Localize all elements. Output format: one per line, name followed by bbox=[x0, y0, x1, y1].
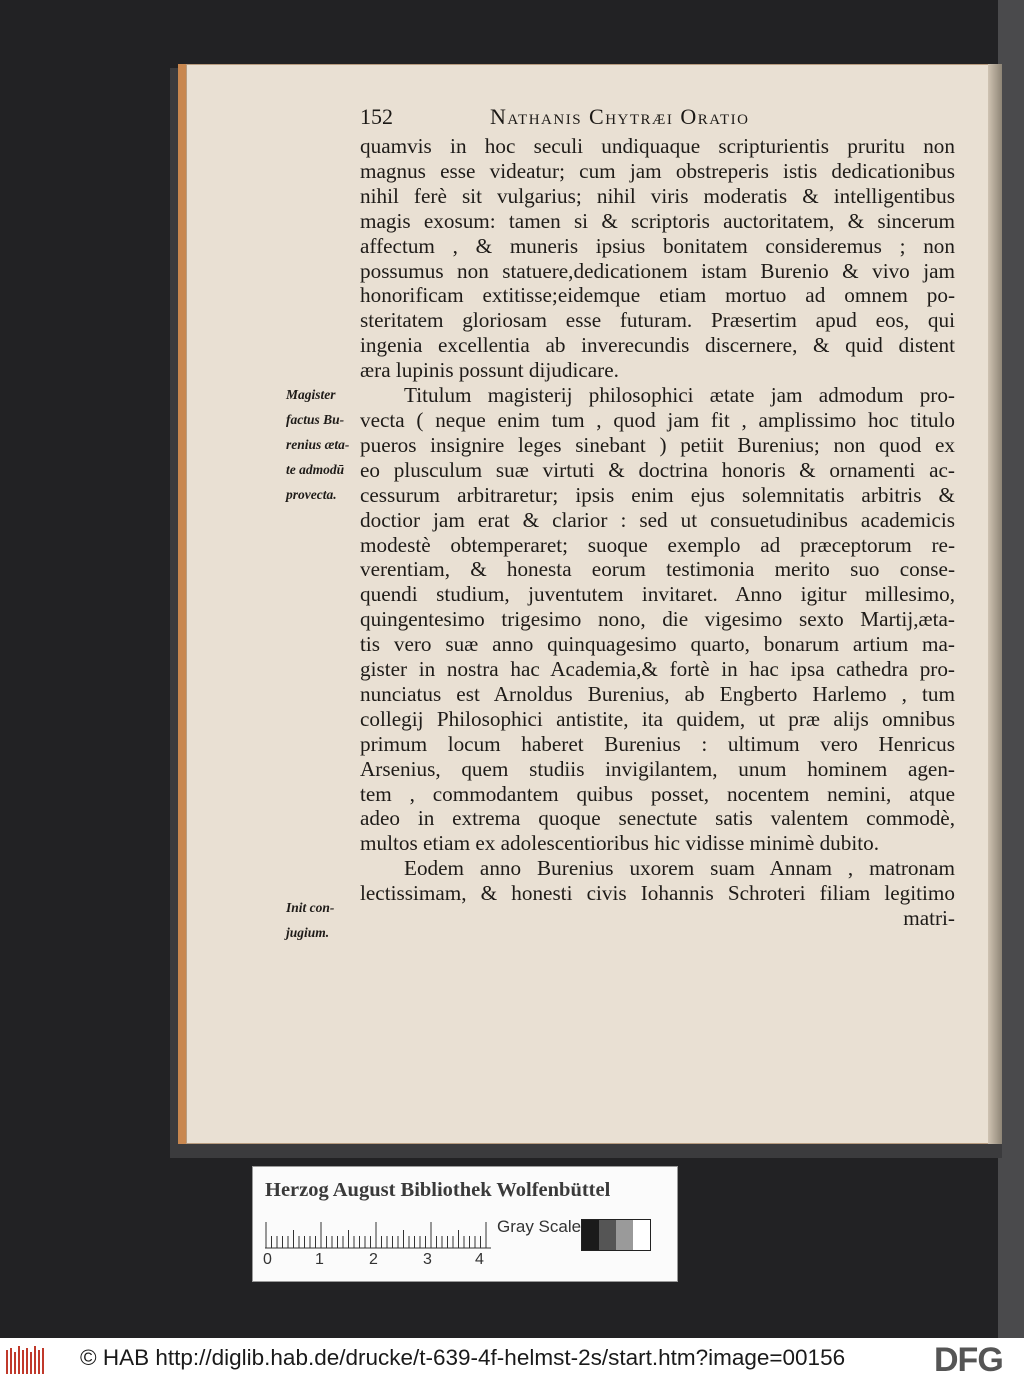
text-line: collegij Philosophici antistite, ita quidem, ut præ alijs omnibus bbox=[360, 706, 955, 731]
grayscale-step bbox=[599, 1220, 616, 1250]
text-line: æra lupinis possunt dijudicare. bbox=[360, 358, 619, 383]
grayscale-label: Gray Scale bbox=[497, 1217, 582, 1236]
text-line: modestè obtemperaret; suoque exemplo ad præceptorum re- bbox=[360, 532, 955, 557]
marginal-line: te admodū bbox=[286, 461, 345, 477]
ruler-number: 2 bbox=[369, 1251, 378, 1268]
text-line: honorificam extitisse;eidemque etiam mortuo ad omnem po- bbox=[360, 283, 955, 308]
marginal-line: renius æta- bbox=[286, 436, 350, 452]
hab-barcode-logo-icon bbox=[6, 1346, 46, 1376]
text-line: adeo in extrema quoque senectute satis valentem commodè, bbox=[360, 806, 955, 831]
text-line: eo plusculum suæ virtuti & doctrina honoris & ornamenti ac- bbox=[360, 457, 955, 482]
text-line: possumus non statuere,dedicationem istam Burenio & vivo jam bbox=[360, 258, 955, 283]
text-line: nunciatus est Arnoldus Burenius, ab Engberto Harlemo , tum bbox=[360, 681, 955, 706]
text-line: cessurum arbitraretur; ipsis enim ejus solemnitatis arbitris & bbox=[360, 482, 955, 507]
ruler-number: 0 bbox=[263, 1251, 272, 1268]
text-line: tis vero suæ anno quinquagesimo quarto, bonarum artium ma- bbox=[360, 632, 955, 657]
text-line: magis exosum: tamen si & scriptoris auctoritatem, & sincerum bbox=[360, 208, 955, 233]
ruler-number: 1 bbox=[315, 1251, 324, 1268]
text-line: Arsenius, quem studiis invigilantem, unum hominem agen- bbox=[360, 756, 955, 781]
grayscale-step bbox=[633, 1220, 650, 1250]
text-line: tem , commodantem quibus posset, nocentem nemini, atque bbox=[360, 781, 955, 806]
library-label-card bbox=[252, 1166, 678, 1282]
page-header bbox=[360, 104, 980, 134]
ruler-scale bbox=[265, 1215, 495, 1249]
ruler-numbers bbox=[263, 1251, 503, 1273]
text-line: nihil ferè sit vulgarius; nihil viris moderatis & intelligentibus bbox=[360, 183, 955, 208]
marginal-line: factus Bu- bbox=[286, 411, 345, 427]
catchword: matri- bbox=[903, 906, 955, 931]
text-line: steritatem gloriosam esse futuram. Præsertim apud eos, qui bbox=[360, 308, 955, 333]
text-line: ingenia excellentia ab inverecundis discernere, & quid distent bbox=[360, 333, 955, 358]
marginal-line: Magister bbox=[286, 387, 336, 402]
page-number: 152 bbox=[360, 104, 393, 129]
text-line: pueros insignire leges sinebant ) petiit Burenius; non quod ex bbox=[360, 432, 955, 457]
book-page bbox=[178, 64, 996, 1144]
marginal-note-magister bbox=[286, 383, 358, 508]
text-line: quamvis in hoc seculi undiquaque scripturientis pruritu non bbox=[360, 134, 955, 158]
marginal-line: provecta. bbox=[286, 486, 337, 502]
page-edge-shadow bbox=[988, 64, 1002, 1144]
grayscale-step bbox=[582, 1220, 599, 1250]
text-line: affectum , & muneris ipsius bonitatem consideremus ; non bbox=[360, 233, 955, 258]
text-line: multos etiam ex adolescentioribus hic vidisse minimè dubito. bbox=[360, 831, 880, 856]
ruler-number: 4 bbox=[475, 1251, 484, 1268]
text-line: Eodem anno Burenius uxorem suam Annam , matronam bbox=[404, 856, 955, 881]
text-line: Titulum magisterij philosophici ætate jam admodum pro- bbox=[404, 383, 955, 408]
grayscale-swatch bbox=[581, 1219, 651, 1251]
text-line: gister in nostra hac Academia,& fortè in hac ipsa cathedra pro- bbox=[360, 657, 955, 682]
copyright-url[interactable]: © HAB http://diglib.hab.de/drucke/t-639-4f-helmst-2s/start.htm?image=00156 bbox=[80, 1345, 846, 1370]
marginal-note-conjugium bbox=[286, 896, 358, 946]
text-line: magnus esse videatur; cum jam obstreperis istis dedicationibus bbox=[360, 158, 955, 183]
text-line: vecta ( neque enim tum , quod jam fit , amplissimo hoc titulo bbox=[360, 407, 955, 432]
grayscale-step bbox=[616, 1220, 633, 1250]
text-line: lectissimam, & honesti civis Iohannis Schroteri filiam legitimo bbox=[360, 881, 955, 906]
running-title: Nathanis Chytræi Oratio bbox=[490, 104, 750, 129]
library-name: Herzog August Bibliothek Wolfenbüttel bbox=[265, 1179, 611, 1201]
footer-bar bbox=[0, 1338, 1024, 1381]
text-line: quendi studium, juventutem invitaret. Anno igitur millesimo, bbox=[360, 582, 955, 607]
marginal-line: jugium. bbox=[286, 924, 330, 940]
text-line: quingentesimo trigesimo nono, die vigesimo sexto Martij,æta- bbox=[360, 607, 955, 632]
body-text bbox=[360, 134, 955, 931]
ruler-number: 3 bbox=[423, 1251, 432, 1268]
text-line: primum locum haberet Burenius : ultimum vero Henricus bbox=[360, 731, 955, 756]
marginal-line: Init con- bbox=[286, 900, 335, 915]
text-line: verentiam, & honesta eorum testimonia merito suo conse- bbox=[360, 557, 955, 582]
text-line: doctior jam erat & clarior : sed ut consuetudinibus academicis bbox=[360, 507, 955, 532]
dfg-logo: DFG bbox=[934, 1341, 1003, 1379]
